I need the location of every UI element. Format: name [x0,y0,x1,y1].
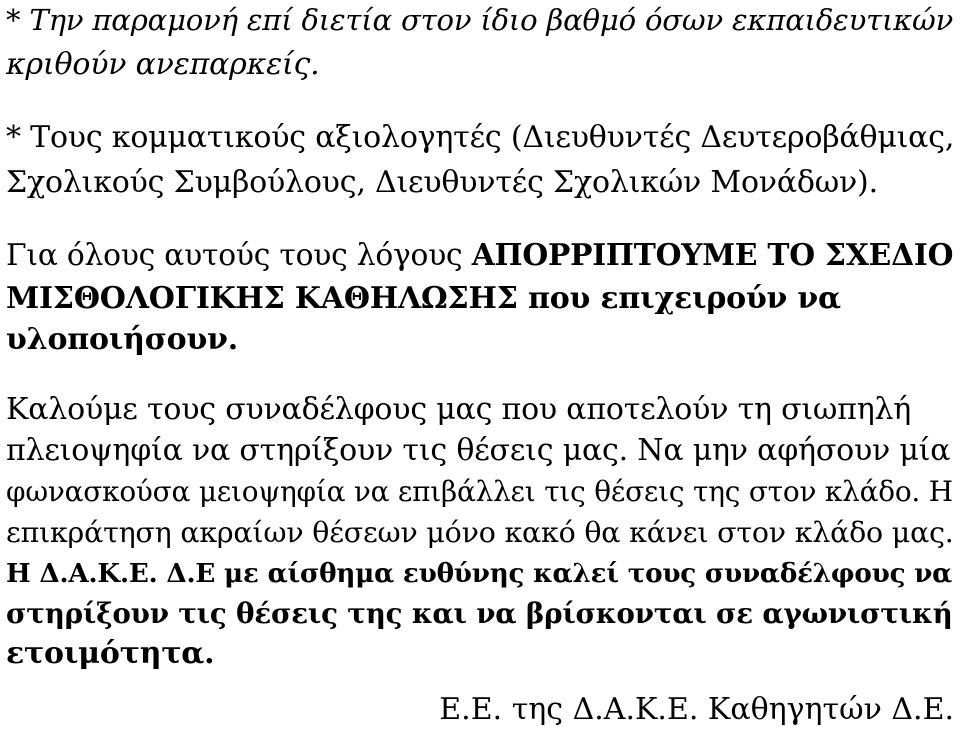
paragraph4-line1: Καλούμε τους συναδέλφους μας που αποτελούν τη σιωπηλή [6,392,912,427]
paragraph4-line3: φωνασκούσα μειοψηφία να επιβάλλει τις θέσεις της στον κλάδο. Η [6,475,953,508]
paragraph5-line2: στηρίξουν τις θέσεις της και να βρίσκονται σε αγωνιστική [6,597,953,630]
paragraph3-line3: υλοποιήσουν. [6,322,238,357]
paragraph4-line2: πλειοψηφία να στηρίξουν τις θέσεις μας. Να μην αφήσουν μία [6,433,951,468]
paragraph3-line1-normal: Για όλους αυτούς τους λόγους [6,237,472,272]
paragraph1-line1: * Την παραμονή επί διετία στον ίδιο βαθμό όσων εκπαιδευτικών [6,3,954,37]
paragraph4-line4: επικράτηση ακραίων θέσεων μόνο κακό θα κάνει στον κλάδο μας. [6,516,954,549]
paragraph1-line2: κριθούν ανεπαρκείς. [6,47,320,82]
paragraph3-line1-bold: ΑΠΟΡΡΙΠΤΟΥΜΕ ΤΟ ΣΧΕΔΙΟ [471,237,954,272]
paragraph5-line3: ετοιμότητα. [6,636,215,671]
signature: Ε.Ε. της Δ.Α.Κ.Ε. Καθηγητών Δ.Ε. [439,692,954,727]
paragraph3-line2: ΜΙΣΘΟΛΟΓΙΚΗΣ ΚΑΘΗΛΩΣΗΣ που επιχειρούν να [6,281,841,316]
paragraph3-line1 [6,235,953,275]
paragraph2-line2: Σχολικούς Συμβούλους, Διευθυντές Σχολικών Μονάδων). [6,165,878,200]
paragraph2-line1: * Τους κομματικούς αξιολογητές (Διευθυντές Δευτεροβάθμιας, [6,120,955,155]
paragraph5-line1: Η Δ.Α.Κ.Ε. Δ.Ε με αίσθημα ευθύνης καλεί τους συναδέλφους να [6,558,953,589]
